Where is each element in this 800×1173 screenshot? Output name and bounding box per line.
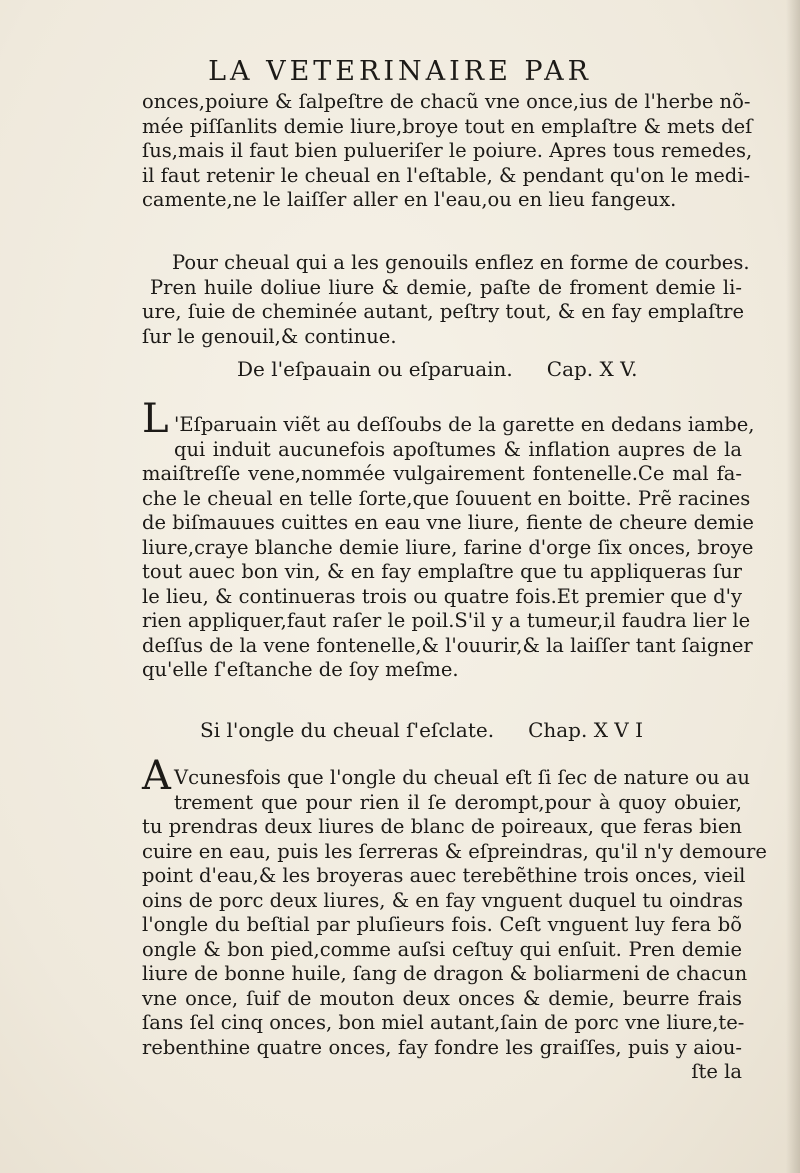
drop-cap: A: [142, 753, 171, 799]
text-line: ongle & bon pied,comme auſsi ceſtuy qui enſuit. Pren demie: [142, 937, 742, 961]
text-line: maiſtreſſe vene,nommée vulgairement fontenelle.Ce mal fa-: [142, 462, 742, 485]
text-line: onces,poiure & ſalpeſtre de chacũ vne once,ius de l'herbe nõ-: [142, 90, 751, 113]
text-line: tout auec bon vin, & en fay emplaſtre que tu appliqueras ſur: [142, 560, 742, 583]
chapter-16-text: [142, 766, 767, 1085]
text-line: Pour cheual qui a les genouils enflez en forme de courbes.: [172, 251, 750, 274]
chapter-title: De l'eſpauain ou eſparuain.: [237, 357, 513, 381]
running-header: LA VETERINAIRE PAR: [208, 56, 592, 87]
text-line: ſans ſel cinq onces, bon miel autant,ſain de porc vne liure,te-: [142, 1011, 745, 1034]
chapter-title: Si l'ongle du cheual ſ'eſclate.: [200, 718, 495, 742]
text-line: liure,craye blanche demie liure, farine d'orge ſix onces, broye: [142, 535, 754, 559]
text-line: mée piſſanlits demie liure,broye tout en emplaſtre & mets deſ: [142, 114, 753, 138]
text-line: tu prendras deux liures de blanc de poireaux, que feras bien: [142, 815, 742, 838]
text-line: point d'eau,& les broyeras auec terebẽthine trois onces, vieil: [142, 864, 746, 887]
chapter-15-text: [142, 413, 755, 683]
text-line: de biſmauues cuittes en eau vne liure, fiente de cheure demie: [142, 511, 754, 534]
chapter-number: Chap. X V I: [528, 718, 643, 742]
chapter-heading-15: [237, 357, 657, 381]
text-line: cuire en eau, puis les ſerreras & eſpreindras, qu'il n'y demoure: [142, 839, 767, 863]
text-line: 'Eſparuain viẽt au deſſoubs de la garette en dedans iambe,: [174, 413, 755, 436]
text-line: oins de porc deux liures, & en fay vnguent duquel tu oindras: [142, 888, 743, 912]
page-gutter-shadow: [786, 0, 800, 1173]
text-line: ſus,mais il faut bien pulueriſer le poiure. Apres tous remedes,: [142, 139, 753, 162]
text-line: che le cheual en telle ſorte,que ſouuent en boitte. Prẽ racines: [142, 486, 751, 510]
paragraph-2: [142, 251, 750, 349]
text-line: le lieu, & continueras trois ou quatre fois.Et premier que d'y: [142, 584, 742, 608]
text-line: il faut retenir le cheual en l'eſtable, & pendant qu'on le medi-: [142, 163, 751, 187]
text-line: ſur le genouil,& continue.: [142, 324, 397, 348]
text-line: deſſus de la vene fontenelle,& l'ouurir,& la laiſſer tant ſaigner: [142, 633, 753, 657]
text-line: rien appliquer,faut raſer le poil.S'il y a tumeur,il faudra lier le: [142, 609, 751, 632]
text-line: liure de bonne huile, ſang de dragon & boliarmeni de chacun: [142, 962, 748, 985]
text-line: Vcunesfois que l'ongle du cheual eſt ſi ſec de nature ou au: [174, 766, 750, 789]
text-line: rebenthine quatre onces, fay fondre les graiſſes, puis y aiou-: [142, 1035, 742, 1059]
catchword: ſte la: [691, 1060, 742, 1083]
paragraph-1: [142, 90, 753, 213]
text-line: camente,ne le laiſſer aller en l'eau,ou en lieu fangeux.: [142, 188, 677, 211]
text-line: Pren huile doliue liure & demie, paſte de froment demie li-: [150, 275, 742, 299]
text-line: qui induit aucunefois apoſtumes & inflation aupres de la: [174, 437, 742, 461]
text-line: vne once, ſuif de mouton deux onces & demie, beurre frais: [142, 986, 742, 1010]
chapter-number: Cap. X V.: [546, 357, 638, 381]
text-line: ure, ſuie de cheminée autant, peſtry tout, & en fay emplaſtre: [142, 300, 744, 323]
text-line: trement que pour rien il ſe derompt,pour à quoy obuier,: [174, 790, 742, 814]
text-line: qu'elle ſ'eſtanche de ſoy meſme.: [142, 658, 459, 681]
text-line: l'ongle du beſtial par pluſieurs fois. Ceſt vnguent luy fera bõ: [142, 913, 742, 936]
chapter-heading-16: [200, 718, 660, 742]
drop-cap: L: [142, 396, 169, 442]
